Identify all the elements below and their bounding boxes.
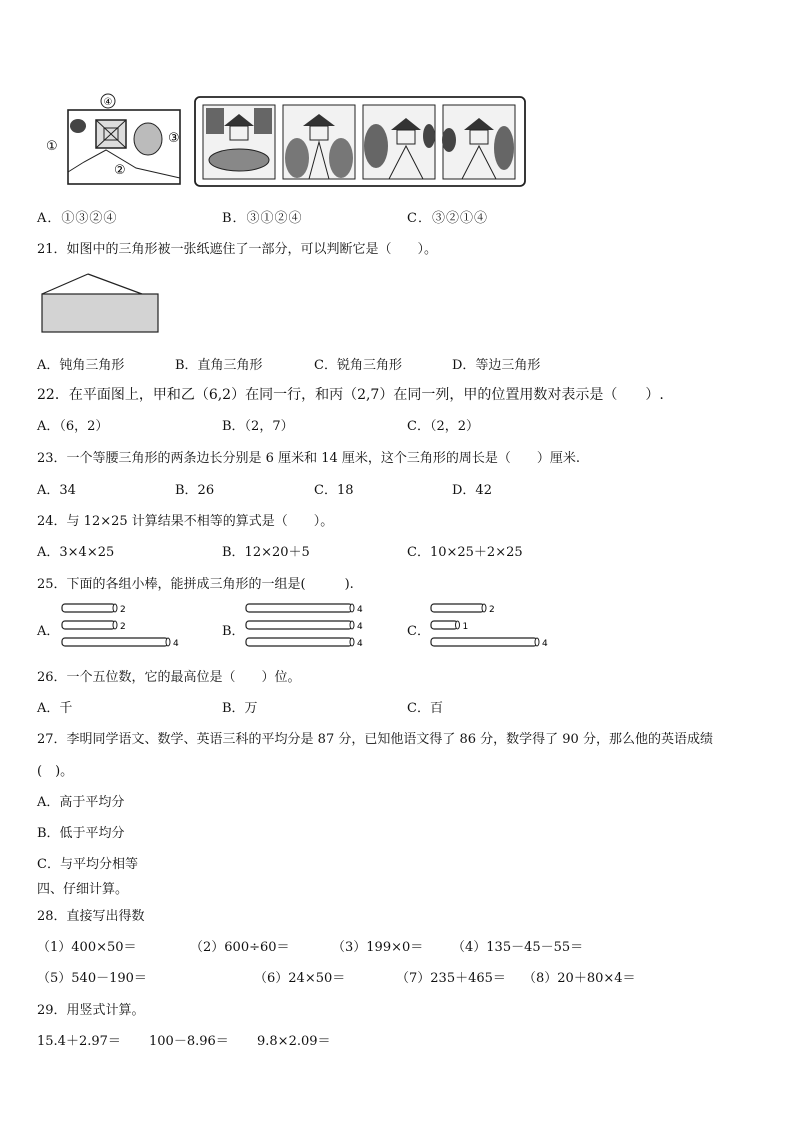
q23-option-b[interactable]: B．26 <box>175 483 215 498</box>
q21-option-c[interactable]: C．锐角三角形 <box>314 358 402 373</box>
q25-option-c[interactable]: C． <box>407 624 430 639</box>
stick-length-label: 2 <box>120 622 126 632</box>
q28-stem: 28．直接写出得数 <box>37 909 145 924</box>
q22-option-c[interactable]: C．（2，2） <box>407 419 479 434</box>
q21-option-a[interactable]: A．钝角三角形 <box>37 358 125 373</box>
stick-end <box>350 604 354 612</box>
stick-end <box>456 621 460 629</box>
q29-item-1: 15.4＋2.97＝ <box>37 1034 121 1049</box>
stick <box>246 604 352 612</box>
q28-item-3: （3）199×0＝ <box>332 940 424 955</box>
q28-item-6: （6）24×50＝ <box>254 971 346 986</box>
q28-item-1: （1）400×50＝ <box>37 940 137 955</box>
stick-end <box>535 638 539 646</box>
q20-option-c[interactable]: C．③②①④ <box>407 211 488 226</box>
q26-stem: 26．一个五位数，它的最高位是（ ）位。 <box>37 670 301 685</box>
stick-group-c <box>429 600 559 652</box>
q20-option-b[interactable]: B．③①②④ <box>222 211 303 226</box>
q25-option-b[interactable]: B． <box>222 624 245 639</box>
stick-length-label: 4 <box>357 622 363 632</box>
q27-stem-line2: ( )。 <box>37 764 74 779</box>
q21-option-d[interactable]: D．等边三角形 <box>452 358 541 373</box>
q28-item-8: （8）20＋80×4＝ <box>523 971 636 986</box>
q28-item-5: （5）540－190＝ <box>37 971 147 986</box>
stick-end <box>350 621 354 629</box>
marker-3: ③ <box>168 131 180 146</box>
stick-length-label: 4 <box>173 639 179 649</box>
q24-option-a[interactable]: A．3×4×25 <box>37 545 115 560</box>
top-view-figure <box>44 92 194 192</box>
view-picture-4 <box>442 105 515 179</box>
q25-option-a[interactable]: A． <box>37 624 60 639</box>
stick <box>246 638 352 646</box>
q24-option-c[interactable]: C．10×25＋2×25 <box>407 545 523 560</box>
view-pictures-figure <box>194 96 528 188</box>
q24-option-b[interactable]: B．12×20＋5 <box>222 545 310 560</box>
q29-stem: 29．用竖式计算。 <box>37 1003 145 1018</box>
stick-group-a <box>60 600 190 652</box>
q23-option-c[interactable]: C．18 <box>314 483 354 498</box>
q27-option-b[interactable]: B．低于平均分 <box>37 826 125 841</box>
q28-item-7: （7）235＋465＝ <box>396 971 506 986</box>
view-picture-2 <box>283 105 355 179</box>
stick-end <box>482 604 486 612</box>
q27-option-c[interactable]: C．与平均分相等 <box>37 857 138 872</box>
view-picture-1 <box>203 105 275 179</box>
q29-item-3: 9.8×2.09＝ <box>257 1034 331 1049</box>
q21-stem: 21．如图中的三角形被一张纸遮住了一部分，可以判断它是（ ）。 <box>37 242 438 257</box>
q23-option-a[interactable]: A．34 <box>37 483 76 498</box>
stick <box>62 621 115 629</box>
q20-option-a[interactable]: A．①③②④ <box>37 211 118 226</box>
stick <box>62 604 115 612</box>
q21-option-b[interactable]: B．直角三角形 <box>175 358 263 373</box>
stick <box>431 604 484 612</box>
stick-length-label: 4 <box>542 639 548 649</box>
stick <box>431 638 537 646</box>
marker-1: ① <box>46 139 58 154</box>
q28-item-2: （2）600÷60＝ <box>190 940 290 955</box>
stick <box>431 621 458 629</box>
stick-group-b <box>244 600 374 652</box>
stick-length-label: 4 <box>357 605 363 615</box>
stick <box>246 621 352 629</box>
q29-item-2: 100－8.96＝ <box>149 1034 229 1049</box>
stick <box>62 638 168 646</box>
q26-option-c[interactable]: C．百 <box>407 701 443 716</box>
q27-stem-line1: 27．李明同学语文、数学、英语三科的平均分是 87 分，已知他语文得了 86 分，数学得了 90 分，那么他的英语成绩 <box>37 732 713 747</box>
q25-stem: 25．下面的各组小棒，能拼成三角形的一组是( ). <box>37 577 354 592</box>
marker-2: ② <box>114 163 126 178</box>
stick-end <box>350 638 354 646</box>
q23-option-d[interactable]: D．42 <box>452 483 492 498</box>
q23-stem: 23．一个等腰三角形的两条边长分别是 6 厘米和 14 厘米，这个三角形的周长是（ ）厘米. <box>37 451 581 466</box>
q22-option-b[interactable]: B．（2，7） <box>222 419 294 434</box>
q22-option-a[interactable]: A．（6，2） <box>37 419 109 434</box>
q22-stem: 22．在平面图上，甲和乙（6,2）在同一行，和丙（2,7）在同一列，甲的位置用数对表示是（ ）. <box>37 387 664 403</box>
stick-length-label: 1 <box>462 622 469 632</box>
section-heading: 四、仔细计算。 <box>37 882 129 897</box>
stick-length-label: 4 <box>357 639 363 649</box>
q26-option-b[interactable]: B．万 <box>222 701 258 716</box>
covered-triangle-figure <box>40 272 164 336</box>
q27-option-a[interactable]: A．高于平均分 <box>37 795 125 810</box>
q24-stem: 24．与 12×25 计算结果不相等的算式是（ ）。 <box>37 514 334 529</box>
stick-end <box>113 621 117 629</box>
stick-end <box>113 604 117 612</box>
view-picture-3 <box>363 105 435 179</box>
q26-option-a[interactable]: A．千 <box>37 701 73 716</box>
q28-item-4: （4）135－45－55＝ <box>452 940 584 955</box>
stick-length-label: 2 <box>120 605 126 615</box>
stick-length-label: 2 <box>489 605 495 615</box>
marker-4: ④ <box>103 97 113 108</box>
stick-end <box>166 638 170 646</box>
